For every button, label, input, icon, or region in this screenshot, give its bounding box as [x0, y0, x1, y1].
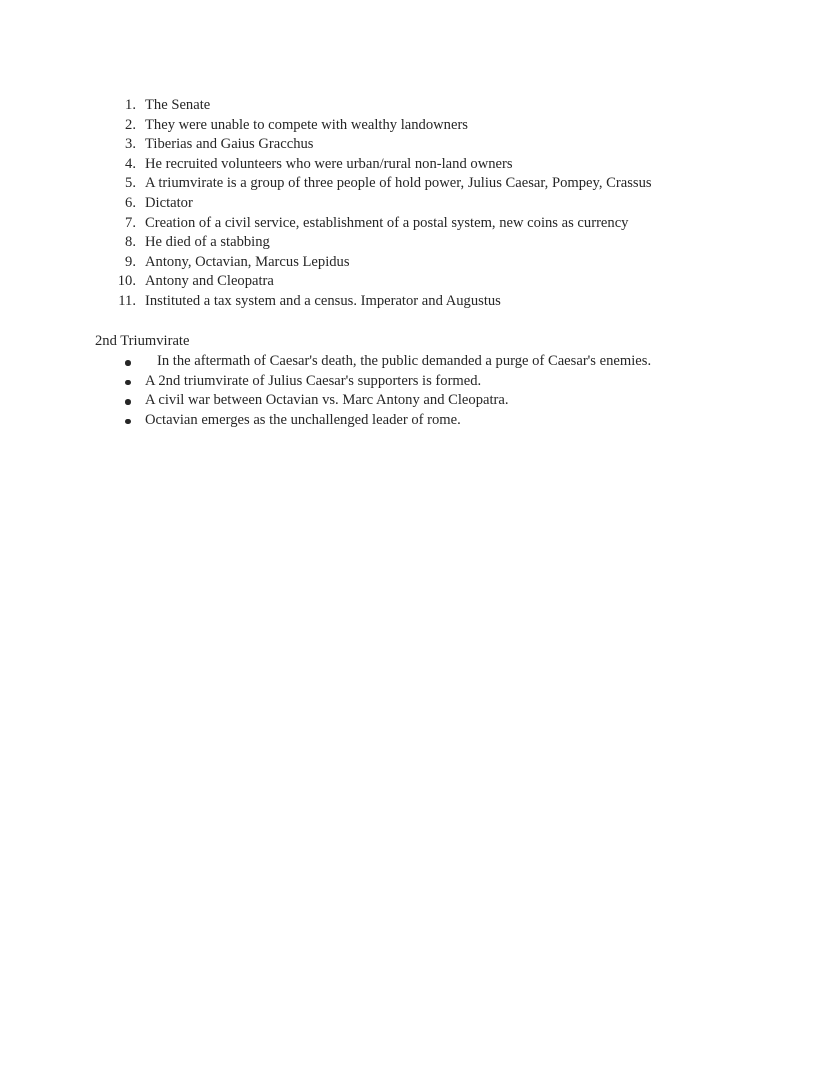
list-item-text: Creation of a civil service, establishment of a postal system, new coins as currency [145, 214, 629, 231]
list-item-text: He died of a stabbing [145, 234, 270, 251]
list-item [95, 194, 735, 214]
list-item-number: 5. [125, 175, 136, 192]
list-item [95, 391, 755, 411]
list-item-number: 11. [118, 292, 136, 309]
list-item [95, 372, 755, 392]
list-item-text: Tiberias and Gaius Gracchus [145, 136, 314, 153]
list-item-number: 6. [125, 194, 136, 211]
list-item-text: A 2nd triumvirate of Julius Caesar's supporters is formed. [145, 372, 482, 389]
list-item-text: Antony and Cleopatra [145, 273, 274, 290]
list-item [95, 233, 735, 253]
list-item-text: Dictator [145, 194, 193, 211]
list-item-number: 3. [125, 136, 136, 153]
list-item [95, 214, 735, 234]
bullet-point-icon [125, 380, 131, 386]
list-item-number: 10. [117, 273, 136, 290]
list-item-number: 9. [125, 253, 136, 270]
list-item-text: A triumvirate is a group of three people of hold power, Julius Caesar, Pompey, Crassus [145, 175, 652, 192]
bullet-point-icon [125, 419, 131, 425]
list-item-text: A civil war between Octavian vs. Marc Antony and Cleopatra. [145, 392, 509, 409]
bullet-point-icon [125, 360, 131, 366]
list-item-text: In the aftermath of Caesar's death, the public demanded a purge of Caesar's enemies. [157, 353, 652, 369]
list-item [95, 253, 735, 273]
list-item [95, 116, 735, 136]
list-item-text: They were unable to compete with wealthy landowners [145, 116, 468, 133]
list-item-text: Antony, Octavian, Marcus Lepidus [145, 253, 350, 270]
list-item [95, 352, 755, 372]
list-item-number: 2. [125, 116, 136, 133]
bullet-point-icon [125, 399, 131, 405]
list-item [95, 411, 755, 431]
numbered-answer-list [95, 96, 735, 312]
list-item-number: 7. [125, 214, 136, 231]
list-item [95, 155, 735, 175]
list-item [95, 96, 735, 116]
list-item-text: Octavian emerges as the unchallenged leader of rome. [145, 411, 461, 428]
list-item [95, 292, 735, 312]
bullet-notes-list [95, 352, 755, 430]
list-item-number: 4. [125, 155, 136, 172]
list-item-number: 1. [125, 97, 136, 113]
list-item [95, 272, 735, 292]
list-item [95, 135, 735, 155]
section-heading-2nd-triumvirate: 2nd Triumvirate [95, 333, 190, 349]
list-item-text: He recruited volunteers who were urban/rural non-land owners [145, 155, 513, 172]
list-item-number: 8. [125, 234, 136, 251]
list-item-text: Instituted a tax system and a census. Imperator and Augustus [145, 292, 501, 309]
list-item-text: The Senate [145, 97, 211, 113]
list-item [95, 174, 735, 194]
